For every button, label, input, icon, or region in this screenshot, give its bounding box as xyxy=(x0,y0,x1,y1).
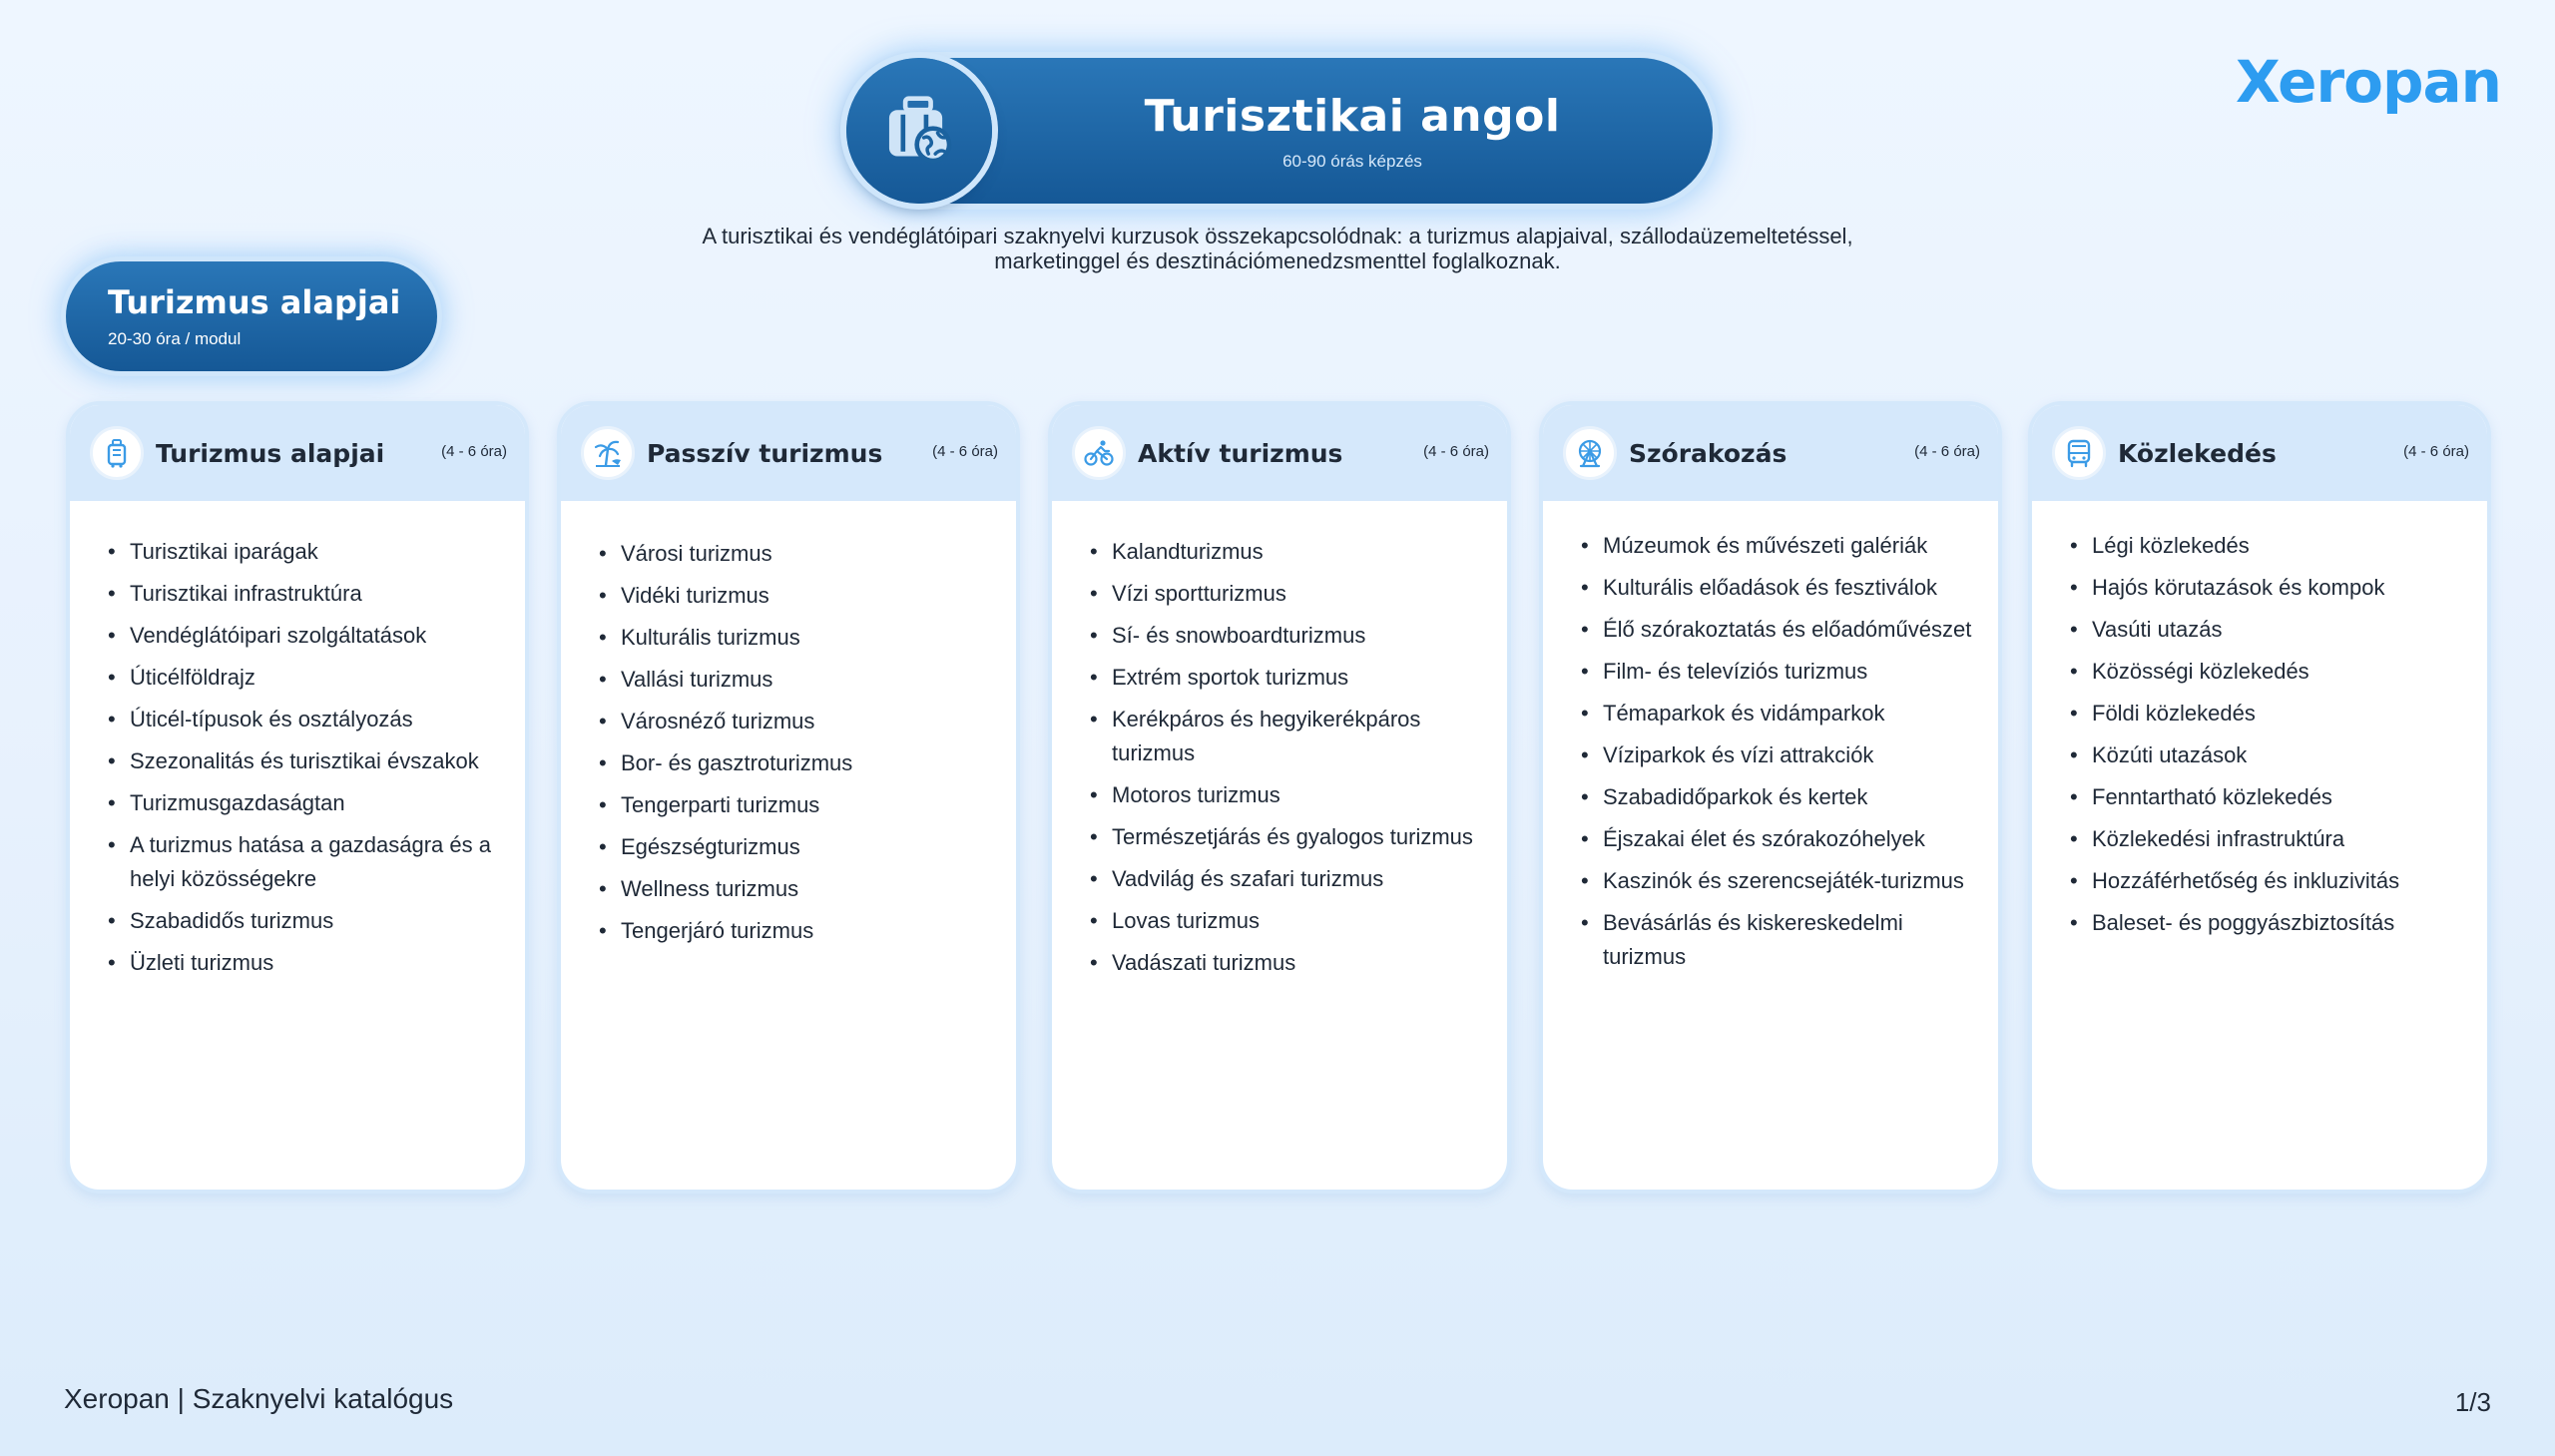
bus-icon xyxy=(2063,437,2095,469)
list-item: • Közlekedési infrastruktúra xyxy=(2070,822,2469,856)
list-item: • Turizmusgazdaságtan xyxy=(108,786,507,820)
list-item: • Kerékpáros és hegyikerékpáros turizmus xyxy=(1090,703,1489,770)
topic-card-passziv-turizmus xyxy=(557,401,1020,1194)
list-item: • Úticélföldrajz xyxy=(108,661,507,695)
card-title: Szórakozás xyxy=(1629,438,1788,468)
module-badge xyxy=(66,261,437,371)
topic-list xyxy=(1543,501,1998,974)
list-item: • Kalandturizmus xyxy=(1090,535,1489,569)
list-item: • Egészségturizmus xyxy=(599,830,998,864)
list-item: • Baleset- és poggyászbiztosítás xyxy=(2070,906,2469,940)
list-item: • Úticél-típusok és osztályozás xyxy=(108,703,507,736)
topic-list xyxy=(2032,501,2487,940)
list-item: • Városi turizmus xyxy=(599,537,998,571)
list-item: • Múzeumok és művészeti galériák xyxy=(1581,529,1980,563)
list-item: • Lovas turizmus xyxy=(1090,904,1489,938)
card-title: Passzív turizmus xyxy=(647,438,883,468)
list-item: • Éjszakai élet és szórakozóhelyek xyxy=(1581,822,1980,856)
card-header xyxy=(1052,405,1507,501)
list-item: • Vadvilág és szafari turizmus xyxy=(1090,862,1489,896)
list-item: • Természetjárás és gyalogos turizmus xyxy=(1090,820,1489,854)
list-item: • Vízi sportturizmus xyxy=(1090,577,1489,611)
list-item: • Városnéző turizmus xyxy=(599,705,998,738)
list-item: • Sí- és snowboardturizmus xyxy=(1090,619,1489,653)
card-title: Aktív turizmus xyxy=(1138,438,1343,468)
list-item: • Fenntartható közlekedés xyxy=(2070,780,2469,814)
list-item: • Víziparkok és vízi attrakciók xyxy=(1581,738,1980,772)
list-item: • Turisztikai iparágak xyxy=(108,535,507,569)
list-item: • Közúti utazások xyxy=(2070,738,2469,772)
list-item: • Légi közlekedés xyxy=(2070,529,2469,563)
topic-card-aktiv-turizmus xyxy=(1048,401,1511,1194)
card-header xyxy=(2032,405,2487,501)
card-title: Közlekedés xyxy=(2118,438,2277,468)
list-item: • Szabadidőparkok és kertek xyxy=(1581,780,1980,814)
card-hours: (4 - 6 óra) xyxy=(1914,443,1980,460)
course-badge xyxy=(846,58,992,204)
card-hours: (4 - 6 óra) xyxy=(932,443,998,460)
list-item: • Üzleti turizmus xyxy=(108,946,507,980)
list-item: • Kulturális előadások és fesztiválok xyxy=(1581,571,1980,605)
topic-list xyxy=(561,501,1016,948)
list-item: • A turizmus hatása a gazdaságra és a helyi közösségekre xyxy=(108,828,507,896)
luggage-icon xyxy=(101,437,133,469)
list-item: • Vadászati turizmus xyxy=(1090,946,1489,980)
card-hours: (4 - 6 óra) xyxy=(441,443,507,460)
module-subtitle: 20-30 óra / modul xyxy=(108,329,242,348)
card-title: Turizmus alapjai xyxy=(156,438,385,468)
topic-card-turizmus-alapjai xyxy=(66,401,529,1194)
list-item: • Film- és televíziós turizmus xyxy=(1581,655,1980,689)
card-hours: (4 - 6 óra) xyxy=(2403,443,2469,460)
list-item: • Hozzáférhetőség és inkluzivitás xyxy=(2070,864,2469,898)
list-item: • Vendéglátóipari szolgáltatások xyxy=(108,619,507,653)
course-title: Turisztikai angol xyxy=(1144,90,1561,142)
card-header xyxy=(70,405,525,501)
list-item: • Szabadidős turizmus xyxy=(108,904,507,938)
topic-list xyxy=(1052,501,1507,980)
list-item: • Kulturális turizmus xyxy=(599,621,998,655)
list-item: • Vidéki turizmus xyxy=(599,579,998,613)
topic-card-szorakozas xyxy=(1539,401,2002,1194)
beach-palm-icon xyxy=(592,437,624,469)
topic-card-kozlekedes xyxy=(2028,401,2491,1194)
card-hours: (4 - 6 óra) xyxy=(1423,443,1489,460)
list-item: • Motoros turizmus xyxy=(1090,778,1489,812)
cyclist-icon xyxy=(1083,437,1115,469)
topic-list xyxy=(70,501,525,980)
course-intro: A turisztikai és vendéglátóipari szaknyelvi kurzusok összekapcsolódnak: a turizmus alapjaival, szállodaüzemeltetéssel, marketinggel és desztinációmenedzsmenttel foglalkoznak. xyxy=(702,224,1853,273)
list-item: • Szezonalitás és turisztikai évszakok xyxy=(108,744,507,778)
course-subtitle: 60-90 órás képzés xyxy=(1282,151,1422,171)
list-item: • Extrém sportok turizmus xyxy=(1090,661,1489,695)
list-item: • Élő szórakoztatás és előadóművészet xyxy=(1581,613,1980,647)
list-item: • Bevásárlás és kiskereskedelmi turizmus xyxy=(1581,906,1980,974)
card-header xyxy=(1543,405,1998,501)
course-title-block xyxy=(992,58,1713,204)
list-item: • Vallási turizmus xyxy=(599,663,998,697)
page-number: 1/3 xyxy=(2454,1387,2491,1417)
list-item: • Turisztikai infrastruktúra xyxy=(108,577,507,611)
ferris-wheel-icon xyxy=(1574,437,1606,469)
list-item: • Témaparkok és vidámparkok xyxy=(1581,697,1980,730)
list-item: • Hajós körutazások és kompok xyxy=(2070,571,2469,605)
xeropan-logo: Xeropan xyxy=(2236,48,2501,116)
list-item: • Földi közlekedés xyxy=(2070,697,2469,730)
list-item: • Vasúti utazás xyxy=(2070,613,2469,647)
module-title: Turizmus alapjai xyxy=(108,283,401,321)
luggage-globe-icon xyxy=(882,94,956,168)
list-item: • Bor- és gasztroturizmus xyxy=(599,746,998,780)
list-item: • Tengerparti turizmus xyxy=(599,788,998,822)
list-item: • Wellness turizmus xyxy=(599,872,998,906)
list-item: • Tengerjáró turizmus xyxy=(599,914,998,948)
footer-catalog-label: Xeropan | Szaknyelvi katalógus xyxy=(64,1383,454,1414)
list-item: • Közösségi közlekedés xyxy=(2070,655,2469,689)
card-header xyxy=(561,405,1016,501)
list-item: • Kaszinók és szerencsejáték-turizmus xyxy=(1581,864,1980,898)
